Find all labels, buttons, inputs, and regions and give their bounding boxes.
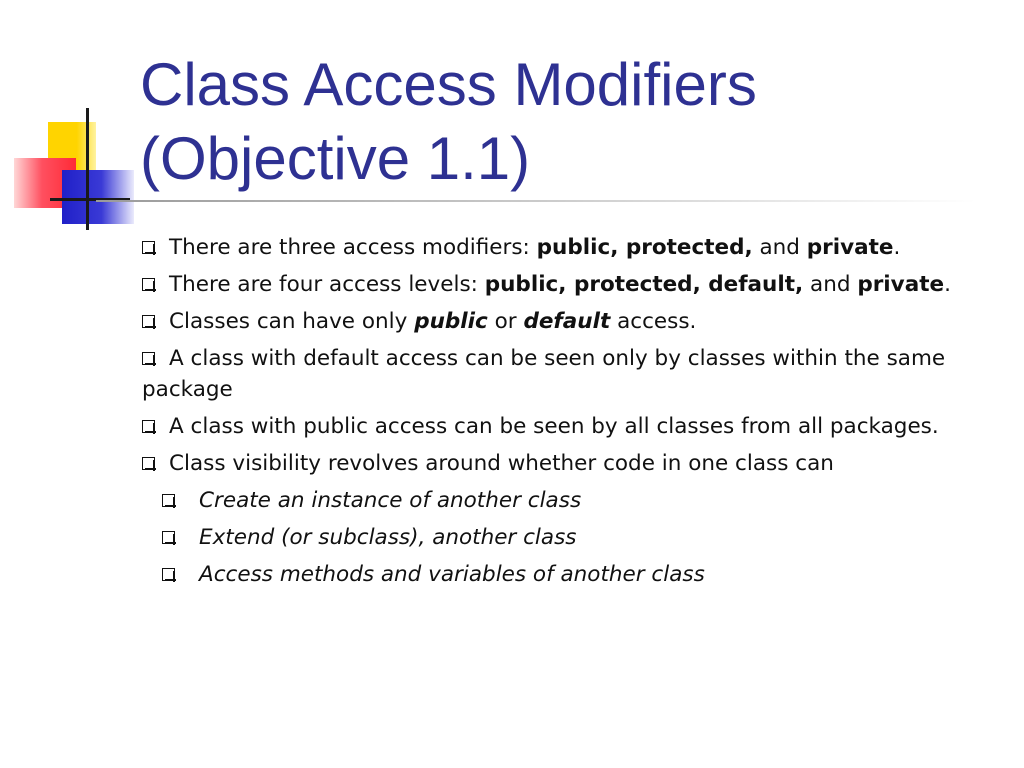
bullet-text: .	[944, 272, 951, 297]
checkbox-bullet-icon	[142, 457, 155, 470]
slide-content	[142, 232, 1002, 596]
checkbox-bullet-icon	[142, 278, 155, 291]
sub-bullet-item	[162, 559, 1002, 590]
bullet-bold-italic-text: default	[523, 309, 611, 334]
bullet-item	[142, 343, 1002, 405]
bullet-text: Class visibility revolves around whether code in one class can	[169, 451, 834, 476]
slide-title	[140, 48, 1000, 196]
bullet-text: There are three access modifiers:	[169, 235, 537, 260]
checkbox-bullet-icon	[142, 420, 155, 433]
bullet-text: .	[893, 235, 901, 260]
bullet-item	[142, 232, 1002, 263]
bullet-text: or	[487, 309, 524, 334]
bullet-bold-text: private	[857, 272, 945, 297]
sub-bullet-text: Create an instance of another class	[199, 488, 582, 513]
sub-bullet-item	[162, 522, 1002, 553]
bullet-text: and	[803, 272, 858, 297]
bullet-text: There are four access levels:	[169, 272, 485, 297]
checkbox-bullet-icon	[162, 494, 175, 507]
title-line-2: (Objective 1.1)	[140, 125, 531, 192]
bullet-item	[142, 448, 1002, 479]
sub-bullet-text: Access methods and variables of another class	[199, 562, 705, 587]
bullet-bold-text: private	[806, 235, 894, 260]
checkbox-bullet-icon	[142, 352, 155, 365]
sub-bullet-text: Extend (or subclass), another class	[199, 525, 577, 550]
title-line-1: Class Access Modifiers	[140, 51, 757, 118]
bullet-bold-text: public, protected,	[536, 235, 753, 260]
bullet-text: access.	[610, 309, 697, 334]
blue-square-shape	[62, 170, 134, 224]
checkbox-bullet-icon	[142, 241, 155, 254]
bullet-text: Classes can have only	[169, 309, 415, 334]
decorative-squares-logo	[0, 100, 150, 240]
bullet-item	[142, 269, 1002, 300]
checkbox-bullet-icon	[142, 315, 155, 328]
bullet-bold-italic-text: public	[414, 309, 488, 334]
sub-bullet-item	[162, 485, 1002, 516]
bullet-text: A class with public access can be seen by all classes from all packages.	[169, 414, 939, 439]
vertical-line-shape	[86, 108, 89, 230]
checkbox-bullet-icon	[162, 531, 175, 544]
bullet-item	[142, 411, 1002, 442]
bullet-item	[142, 306, 1002, 337]
bullet-bold-text: public, protected, default,	[484, 272, 804, 297]
bullet-text: and	[752, 235, 807, 260]
title-divider	[96, 200, 976, 202]
checkbox-bullet-icon	[162, 568, 175, 581]
bullet-text: A class with default access can be seen only by classes within the same package	[142, 346, 946, 402]
